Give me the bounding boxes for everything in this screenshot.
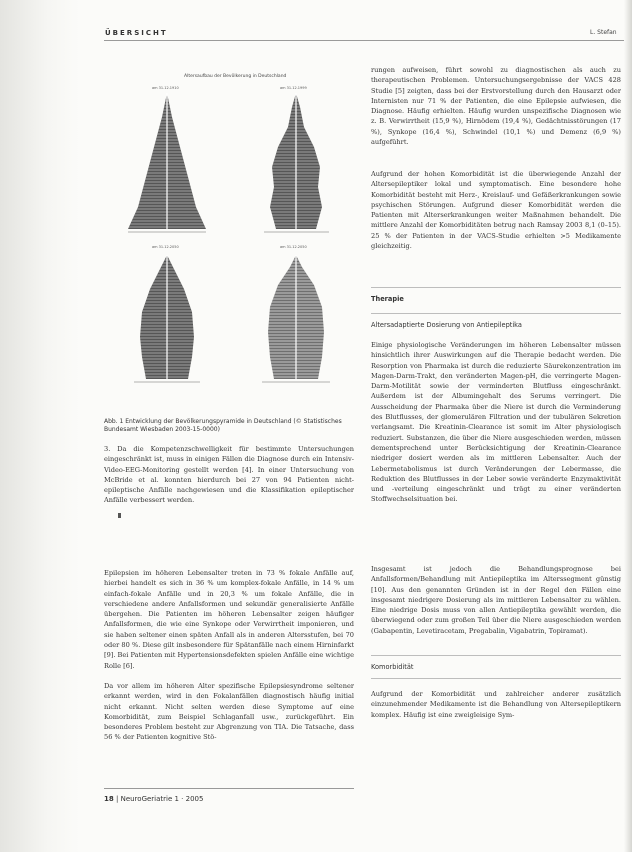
pyramid-label-3: am 31.12.2050 [152,245,179,249]
pyramid-2050-b [262,255,330,382]
section-rule [371,287,621,288]
footer [104,795,203,803]
figure-population-pyramids [104,57,354,415]
section-rule [371,655,621,656]
paragraph: Aufgrund der Komorbidität und zahlreicher anderer zusätzlich einzunehmender Medikamente ist die Behandlung von Altersepileptikern komplex. Häufig ist eine zweigleisige Sym- [371,690,621,719]
pyramid-1910 [128,93,206,232]
pyramid-graphics [104,57,354,415]
section-rule [371,313,621,314]
right-column-para1 [371,65,621,168]
left-column-para1 [104,444,354,564]
pyramid-1999 [264,93,329,232]
section-header: ÜBERSICHT [105,29,168,37]
left-column-para3 [104,681,354,784]
page-number: 18 [104,795,114,803]
paragraph: Epilepsien im höheren Lebensalter treten in 73 % fokale Anfälle auf, hierbei handelt es sich in 36 % um komplex-fokale Anfälle, in 14 % um einfach-fokale Anfälle und in 20,3 % um fokale Anfälle, die in verschiedene andere Anfallsformen und sekundär generalisierte Anfälle übergehen. Die Patienten im höheren Lebensalter zeigen häufiger Anfallsformen, die wie eine Synkope oder Verwirrtheit imponieren, und sie haben seltener einen späten Anfall als in anderen Altersstufen, bei 70 oder 80 %. Diese gilt insbesondere für Spätanfälle nach einem Hirninfarkt [9]. Bei Patienten mit Hypertensionsdefekten spielen Anfälle eine wichtige Rolle [6]. [104,569,354,670]
heading-komorbiditaet: Komorbidität [371,663,414,671]
right-column-para4 [371,564,621,659]
paragraph: Aufgrund der hohen Komorbidität ist die überwiegende Anzahl der Altersepileptiker lokal und symptomatisch. Eine besondere hohe Komorbidität besteht mit Herz-, Kreislauf- und Gefäßerkrankungen sowie psychischen Störungen. Aufgrund dieser Komorbidität werden die Patienten mit Alterserkrankungen weiter Maßnahmen behandelt. Die mittlere Anzahl der Komorbiditäten betrug nach Ramsay 2003 8,1 (0–15). 25 % der Patienten in der VACS-Studie erhielten >5 Medikamente gleichzeitig. [371,170,621,251]
paragraph: Insgesamt ist jedoch die Behandlungsprognose bei Anfallsformen/Behandlung mit Antiepileptika im Alterssegment günstig [10]. Aus den genannten Gründen ist in der Regel den Fällen eine insgesamt niedrigere Dosierung als im mittleren Lebensalter zu wählen. Eine niedrige Dosis muss von allen Antiepileptika gewählt werden, die überwiegend oder zum großen Teil über die Niere ausgeschieden werden (Gabapentin, Levetiracetam, Pregabalin, Vigabatrin, Topiramat). [371,565,621,635]
journal-name: NeuroGeriatrie 1 · 2005 [120,795,204,803]
paragraph: Da vor allem im höheren Alter spezifische Epilepsiesyndrome seltener erkannt werden, wird in den Fokalanfällen diagnostisch häufig initial nicht erkannt. Nicht selten werden diese Symptome auf eine Komorbidität, zum Beispiel Schlaganfall usw., zurückgeführt. Ein besonderes Problem besteht zur Abgrenzung von TIA. Die Tatsache, dass 56 % der Patienten kognitive Stö- [104,682,354,742]
figure-title: Altersaufbau der Bevölkerung in Deutschland [184,74,287,79]
page-gutter-shadow [0,0,80,852]
left-column-para2 [104,568,354,680]
heading-therapie: Therapie [371,295,404,303]
pyramid-label-2: am 31.12.1999 [280,86,307,90]
pyramid-2050-a [134,255,200,382]
header-rule [104,40,624,41]
pyramid-label-1: am 31.12.1910 [152,86,179,90]
figure-caption: Abb. 1 Entwicklung der Bevölkerungspyramide in Deutschland (© Statistisches Bundesamt Wiesbaden 2003-15-0000) [104,418,342,433]
footer-separator: | [115,795,121,803]
author-tag: L. Stefan [590,29,617,36]
paragraph: rungen aufweisen, führt sowohl zu diagnostischen als auch zu therapeutischen Problemen. Untersuchungsergebnisse der VACS 428 Studie [5] zeigten, dass bei der Erstvorstellung durch den Hausarzt oder Internisten nur 71 % der Patienten, die eine Epilepsie aufwiesen, die Diagnose. Häufig erhielten. Häufig wurden unspezifische Diagnosen wie z. B. Verwirrtheit (15,9 %), Hirnödem (19,4 %), Gedächtnisstörungen (17 %), Synkope (16,4 %), Schwindel (10,1 %) und Demenz (6,9 %) aufgeführt. [371,66,621,147]
right-column-para5 [371,689,621,731]
subheading-dosierung: Altersadaptierte Dosierung von Antiepileptika [371,321,522,329]
section-rule [371,678,621,679]
page-edge-shadow [624,0,632,852]
right-column-para2 [371,169,621,272]
paragraph: 3. Da die Kompetenzschwelligkeit für bestimmte Untersuchungen eingeschränkt ist, muss in einigen Fällen die Diagnose durch ein Intensiv-Video-EEG-Monitoring gestellt werden [4]. In einer Untersuchung von McBride et al. konnten hierdurch bei 27 von 94 Patienten nicht-epileptische Anfälle nachgewiesen und die Klassifikation epileptischer Anfälle verbessert werden. [104,445,354,505]
pyramid-label-4: am 31.12.2050 [280,245,307,249]
right-column-para3 [371,340,621,562]
paragraph: Einige physiologische Veränderungen im höheren Lebensalter müssen hinsichtlich ihrer Auswirkungen auf die Therapie bedacht werden. Die Resorption von Pharmaka ist durch die reduzierte Säurekonzentration im Magen-Darm-Trakt, den veränderten Magen-pH, die verringerte Magen-Darm-Motilität sowie der verminderten Blutfluss eingeschränkt. Außerdem ist der Albumingehalt des Serums verringert. Die Ausscheidung der Pharmaka über die Niere ist durch die Verminderung des Blutflusses, der glomerulären Filtration und der tubulären Sekretion verlangsamt. Die Kreatinin-Clearance ist somit im Alter physiologisch reduziert. Substanzen, die über die Niere ausgeschieden werden, müssen dementsprechend unter Berücksichtigung der Kreatinin-Clearance niedriger dosiert werden als im mittleren Lebensalter. Auch der Lebermetabolismus ist durch Veränderungen der Lebermasse, die Reduktion des Blutflusses in der Leber sowie veränderte Enzymaktivität und -verteilung eingeschränkt und trägt zu einer veränderten Stoffwechselsituation bei. [371,341,621,504]
footer-rule [104,788,354,789]
